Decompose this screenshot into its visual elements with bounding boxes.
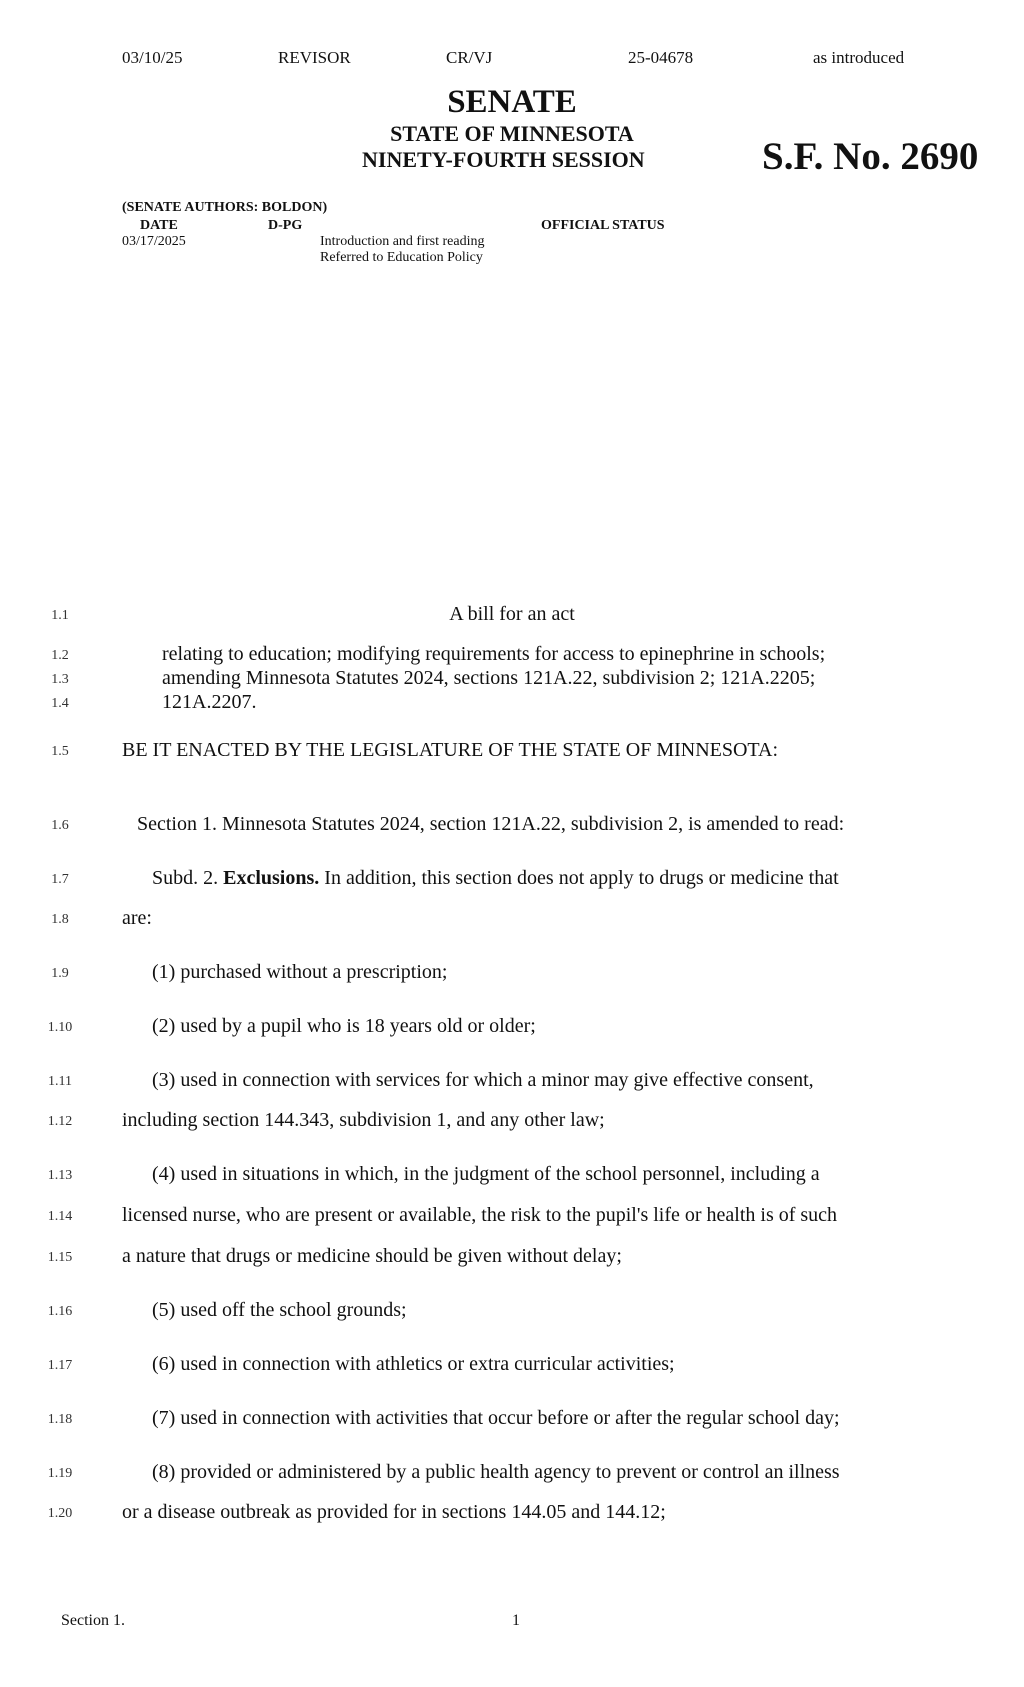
status-col-date: DATE [140,218,178,233]
bill-title-line: relating to education; modifying requirements for access to epinephrine in schools; [162,643,826,665]
body-line: a nature that drugs or medicine should be given without delay; [122,1245,622,1267]
line-number: 1.20 [47,1506,73,1521]
line-number: 1.8 [51,912,69,927]
body-line: (5) used off the school grounds; [152,1299,407,1321]
line-number: 1.11 [48,1074,72,1089]
body-line: are: [122,907,152,929]
header-status: as introduced [813,48,905,67]
body-line: or a disease outbreak as provided for in sections 144.05 and 144.12; [122,1501,666,1523]
line-number: 1.1 [51,608,69,623]
body-line: (4) used in situations in which, in the judgment of the school personnel, including a [152,1163,820,1185]
chamber-title: SENATE [447,84,577,120]
body-line: including section 144.343, subdivision 1, and any other law; [122,1109,605,1131]
line-number: 1.9 [51,966,69,981]
page-number: 1 [512,1612,520,1629]
body-line: (6) used in connection with athletics or extra curricular activities; [152,1353,675,1375]
state-title: STATE OF MINNESOTA [390,121,634,146]
senate-authors: (SENATE AUTHORS: BOLDON) [122,200,328,215]
header-office: REVISOR [278,48,351,67]
line-number: 1.15 [47,1250,73,1265]
line-number: 1.18 [47,1412,73,1427]
body-line: (1) purchased without a prescription; [152,961,448,983]
bill-title-line: 121A.2207. [162,691,257,713]
line-number: 1.3 [51,672,69,687]
subdivision-text: In addition, this section does not apply to drugs or medicine that [319,867,839,889]
line-number: 1.6 [51,818,69,833]
subdivision-heading [152,867,839,890]
line-number: 1.5 [51,744,69,759]
subdivision-title: Exclusions. [223,867,320,889]
body-line: (3) used in connection with services for which a minor may give effective consent, [152,1069,814,1091]
status-row-action: Referred to Education Policy [320,250,483,265]
session-title: NINETY-FOURTH SESSION [362,147,645,172]
header-doc-number: 25-04678 [628,48,694,67]
section-heading: Section 1. Minnesota Statutes 2024, section 121A.22, subdivision 2, is amended to read: [137,813,845,835]
bill-title-line: amending Minnesota Statutes 2024, sections 121A.22, subdivision 2; 121A.2205; [162,667,816,689]
bill-number: S.F. No. 2690 [762,135,979,178]
status-col-official-status: OFFICIAL STATUS [541,218,665,233]
bill-caption: A bill for an act [449,603,575,625]
line-number: 1.16 [47,1304,73,1319]
line-number: 1.17 [47,1358,73,1373]
body-line: licensed nurse, who are present or available, the risk to the pupil's life or health is of such [122,1204,838,1226]
line-number: 1.10 [47,1020,73,1035]
line-number: 1.4 [51,696,69,711]
status-row-date: 03/17/2025 [122,234,186,249]
body-line: (2) used by a pupil who is 18 years old or older; [152,1015,536,1037]
line-number: 1.12 [47,1114,73,1129]
line-number: 1.7 [51,872,69,887]
line-number: 1.14 [47,1209,73,1224]
enacting-clause: BE IT ENACTED BY THE LEGISLATURE OF THE STATE OF MINNESOTA: [122,739,779,761]
body-line: (8) provided or administered by a public health agency to prevent or control an illness [152,1461,840,1483]
line-number: 1.13 [47,1168,73,1183]
body-line: (7) used in connection with activities that occur before or after the regular school day; [152,1407,840,1429]
footer-section: Section 1. [61,1612,125,1629]
header-initials: CR/VJ [446,48,493,67]
header-date: 03/10/25 [122,48,183,67]
subdivision-prefix: Subd. 2. [152,867,224,889]
line-number: 1.19 [47,1466,73,1481]
status-row-action: Introduction and first reading [320,234,485,249]
status-col-dpg: D-PG [268,218,303,233]
line-number: 1.2 [51,648,69,663]
